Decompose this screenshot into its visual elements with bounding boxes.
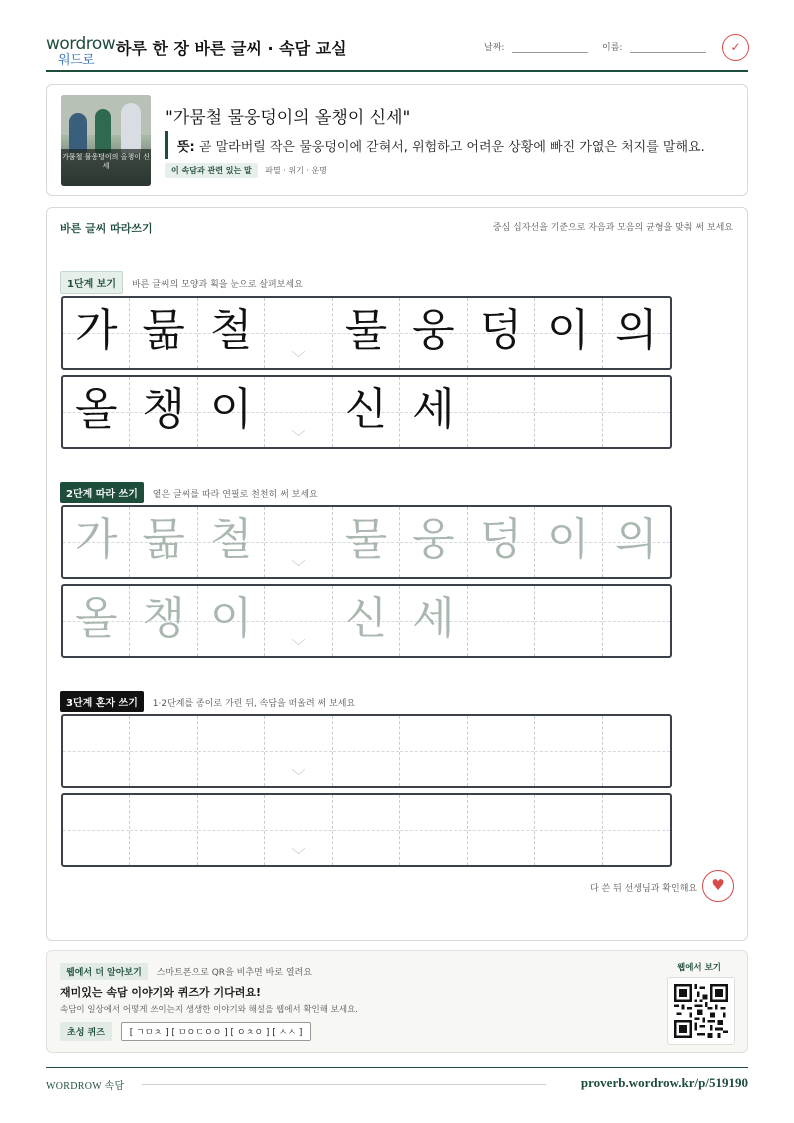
illustration-caption: 가뭄철 물웅덩이의 올챙이 신세 (61, 149, 151, 186)
approval-stamp-icon: ✓ (722, 34, 749, 61)
writing-row (61, 375, 672, 449)
space-marker-icon: ﹀ (291, 560, 306, 576)
grid-cell (400, 377, 467, 447)
grid-cell[interactable] (400, 795, 467, 865)
free-writing-row[interactable] (61, 793, 672, 867)
model-character: 웅 (412, 305, 455, 356)
grid-cell[interactable] (198, 795, 265, 865)
web-title: 재미있는 속담 이야기와 퀴즈가 기다려요! (60, 986, 261, 999)
grid-cell[interactable] (603, 795, 670, 865)
step-3-badge: 3단계 혼자 쓰기 (60, 691, 144, 712)
qr-label: 웹에서 보기 (677, 963, 722, 973)
grid-cell[interactable] (265, 507, 332, 577)
grid-cell[interactable] (333, 507, 400, 577)
proverb-card (46, 84, 748, 196)
related-label: 이 속담과 관련 있는 말 (165, 163, 258, 178)
grid-cell[interactable] (535, 795, 602, 865)
trace-character: 이 (547, 514, 590, 565)
space-marker-icon: ﹀ (291, 430, 306, 446)
grid-cell (535, 377, 602, 447)
web-tag (60, 963, 312, 980)
step-1-text: 바른 글씨의 모양과 획을 눈으로 살펴보세요 (131, 280, 303, 290)
step-3-text: 1·2단계를 종이로 가린 뒤, 속담을 떠올려 써 보세요 (152, 699, 356, 709)
grid-cell (535, 298, 602, 368)
model-character: 올 (74, 384, 118, 435)
trace-character: 이 (209, 593, 253, 644)
space-marker-icon: ﹀ (291, 351, 306, 367)
trace-character: 의 (614, 514, 658, 565)
grid-cell[interactable] (130, 795, 197, 865)
date-label: 날짜: (484, 43, 505, 53)
model-character: 의 (614, 305, 658, 356)
grid-cell[interactable] (265, 795, 332, 865)
step-3-header (60, 691, 355, 712)
grid-cell (130, 298, 197, 368)
model-character: 신 (344, 384, 388, 435)
space-marker-icon: ﹀ (291, 639, 306, 655)
grid-cell (63, 377, 130, 447)
trace-character: 신 (344, 593, 388, 644)
trace-character: 가 (74, 514, 118, 565)
page-footer (46, 1067, 748, 1092)
grid-cell[interactable] (333, 586, 400, 656)
model-character: 묾 (142, 305, 185, 356)
step-2-text: 옅은 글씨를 따라 연필로 천천히 써 보세요 (152, 490, 318, 500)
grid-cell[interactable] (468, 586, 535, 656)
web-description: 속담이 일상에서 어떻게 쓰이는지 생생한 이야기와 해설을 웹에서 확인해 보세요. (60, 1005, 358, 1015)
date-field[interactable] (512, 52, 588, 53)
related-list: 파멸 · 위기 · 운명 (265, 166, 327, 175)
tracing-row[interactable] (61, 505, 672, 579)
grid-cell[interactable] (130, 586, 197, 656)
logo-text: wordrow (46, 34, 116, 54)
grid-cell[interactable] (198, 507, 265, 577)
grid-cell[interactable] (468, 716, 535, 786)
grid-cell (198, 298, 265, 368)
grid-cell[interactable] (400, 507, 467, 577)
practice-section (46, 207, 748, 941)
grid-cell (333, 298, 400, 368)
grid-cell[interactable] (63, 586, 130, 656)
grid-cell[interactable] (130, 716, 197, 786)
meaning-text: 곧 말라버릴 작은 물웅덩이에 갇혀서, 위험하고 어려운 상황에 빠진 가엾은 처지를 말해요. (198, 140, 705, 155)
related-words (165, 163, 327, 178)
trace-character: 챙 (142, 593, 185, 644)
proverb-meaning (165, 131, 705, 159)
grid-cell (468, 377, 535, 447)
grid-cell (603, 377, 670, 447)
grid-cell (63, 298, 130, 368)
logo-sub-text: 워드로 (58, 53, 95, 68)
grid-cell[interactable] (63, 795, 130, 865)
grid-cell[interactable] (130, 507, 197, 577)
footer-brand: WORDROW 속담 (46, 1081, 125, 1092)
grid-cell[interactable] (333, 716, 400, 786)
web-tag-label: 웹에서 더 알아보기 (60, 963, 148, 980)
heart-stamp-icon: ♥ (702, 870, 734, 902)
grid-cell (130, 377, 197, 447)
grid-cell (400, 298, 467, 368)
model-character: 챙 (142, 384, 185, 435)
grid-cell[interactable] (63, 507, 130, 577)
step-1-header (60, 271, 303, 294)
web-promo-box (46, 950, 748, 1053)
space-marker-icon: ﹀ (291, 769, 306, 785)
free-writing-row[interactable] (61, 714, 672, 788)
grid-cell[interactable] (400, 586, 467, 656)
grid-cell[interactable] (333, 795, 400, 865)
proverb-illustration (61, 95, 151, 186)
model-character: 물 (344, 305, 388, 356)
page-header (46, 30, 748, 72)
web-tag-note: 스마트폰으로 QR을 비추면 바로 열려요 (156, 968, 312, 978)
writing-row (61, 296, 672, 370)
trace-character: 철 (209, 514, 253, 565)
model-character: 가 (74, 305, 118, 356)
initial-quiz (60, 1022, 311, 1041)
space-marker-icon: ﹀ (291, 848, 306, 864)
grid-cell[interactable] (603, 586, 670, 656)
check-instruction: 다 쓴 뒤 선생님과 확인해요 (590, 884, 698, 894)
footer-divider (142, 1084, 546, 1085)
trace-character: 덩 (479, 514, 523, 565)
qr-code-icon[interactable] (667, 977, 735, 1045)
grid-cell[interactable] (535, 507, 602, 577)
footer-url[interactable]: proverb.wordrow.kr/p/519190 (580, 1075, 748, 1090)
trace-character: 세 (412, 593, 455, 644)
grid-cell[interactable] (603, 507, 670, 577)
model-character: 철 (209, 305, 253, 356)
name-label: 이름: (602, 43, 623, 53)
grid-cell (265, 298, 332, 368)
grid-cell[interactable] (198, 716, 265, 786)
grid-cell (333, 377, 400, 447)
name-field[interactable] (630, 52, 706, 53)
grid-cell[interactable] (63, 716, 130, 786)
step-2-badge: 2단계 따라 쓰기 (60, 482, 144, 503)
grid-cell (198, 377, 265, 447)
trace-character: 올 (74, 593, 118, 644)
grid-cell[interactable] (468, 795, 535, 865)
practice-hint: 중심 십자선을 기준으로 자음과 모음의 균형을 맞춰 써 보세요 (492, 223, 733, 233)
quiz-label: 초성 퀴즈 (60, 1022, 112, 1041)
meaning-label: 뜻: (177, 140, 195, 155)
grid-cell (265, 377, 332, 447)
model-character: 이 (547, 305, 590, 356)
practice-title: 바른 글씨 따라쓰기 (60, 222, 153, 235)
grid-cell[interactable] (535, 716, 602, 786)
page-title: 하루 한 장 바른 글씨 · 속담 교실 (116, 39, 347, 58)
grid-cell[interactable] (198, 586, 265, 656)
grid-cell[interactable] (265, 716, 332, 786)
grid-cell (468, 298, 535, 368)
model-character: 덩 (479, 305, 523, 356)
trace-character: 웅 (412, 514, 455, 565)
grid-cell[interactable] (603, 716, 670, 786)
grid-cell[interactable] (468, 507, 535, 577)
quiz-answer-box: [ ㄱㅁㅊ ] [ ㅁㅇㄷㅇㅇ ] [ ㅇㅊㅇ ] [ ㅅㅅ ] (121, 1022, 312, 1041)
grid-cell (603, 298, 670, 368)
grid-cell[interactable] (535, 586, 602, 656)
wordrow-logo (46, 34, 116, 68)
grid-cell[interactable] (265, 586, 332, 656)
grid-cell[interactable] (400, 716, 467, 786)
step-2-header (60, 482, 318, 503)
tracing-row[interactable] (61, 584, 672, 658)
trace-character: 묾 (142, 514, 185, 565)
model-character: 이 (209, 384, 253, 435)
step-1-badge: 1단계 보기 (60, 271, 123, 294)
proverb-title: "가뭄철 물웅덩이의 올챙이 신세" (165, 108, 411, 128)
model-character: 세 (412, 384, 455, 435)
trace-character: 물 (344, 514, 388, 565)
